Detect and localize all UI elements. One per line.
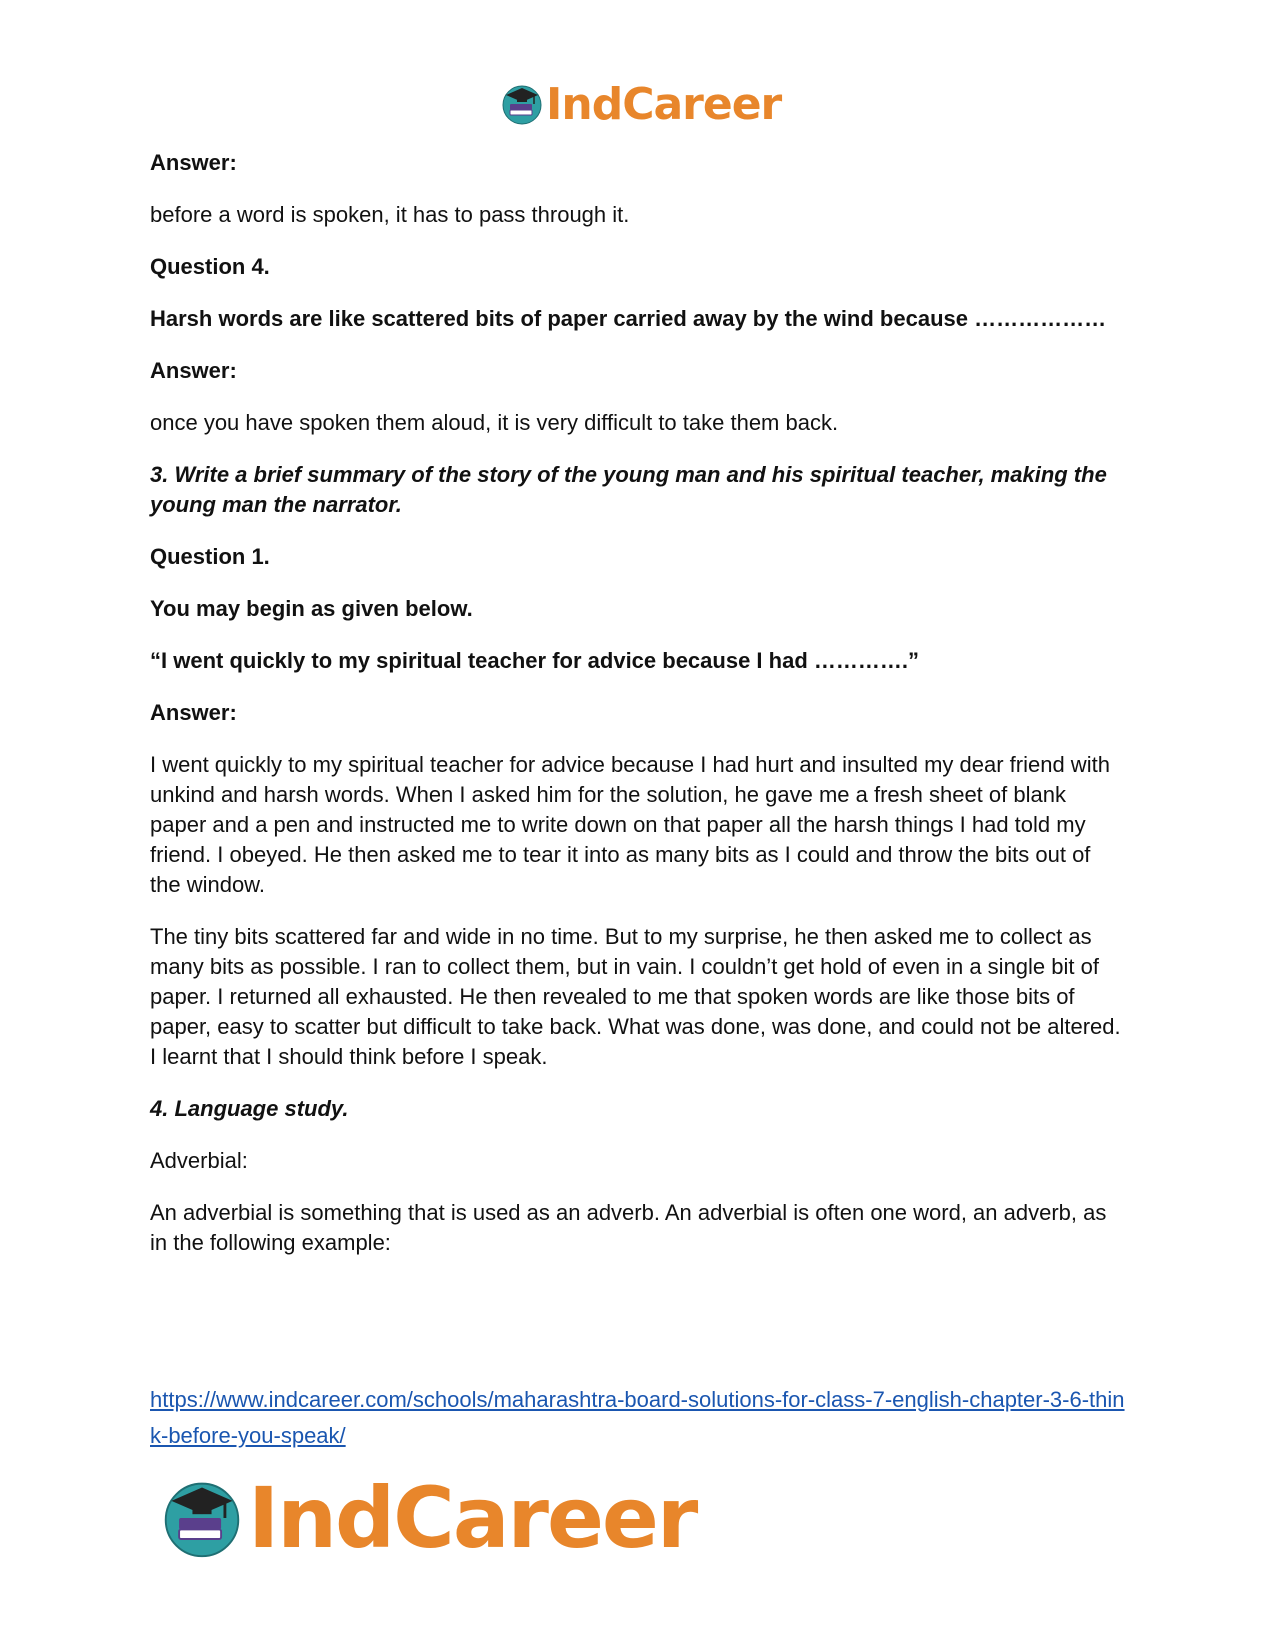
- graduation-cap-book-globe-icon: [500, 82, 544, 126]
- graduation-cap-book-globe-icon: [160, 1476, 244, 1560]
- question-label: Question 1.: [150, 544, 270, 569]
- footer-logo: [160, 1468, 696, 1568]
- logo-text: IndCareer: [546, 78, 782, 130]
- body-text: An adverbial is something that is used as an adverb. An adverbial is often one word, an adverb, as in the following example:: [150, 1200, 1107, 1255]
- answer-paragraph: I went quickly to my spiritual teacher for advice because I had hurt and insulted my dear friend with unkind and harsh words. When I asked him for the solution, he gave me a fresh sheet of blank paper and a pen and instructed me to write down on that paper all the harsh things I had told my friend. I obeyed. He then asked me to tear it into as many bits as I could and throw the bits out of the window.: [150, 752, 1110, 897]
- answer-label: Answer:: [150, 700, 237, 725]
- question-text: “I went quickly to my spiritual teacher for advice because I had ………….”: [150, 648, 919, 673]
- document-content: [150, 148, 1125, 1280]
- section-heading: 3. Write a brief summary of the story of the young man and his spiritual teacher, making the young man the narrator.: [150, 462, 1107, 517]
- body-text: Adverbial:: [150, 1148, 248, 1173]
- footer-source-link[interactable]: https://www.indcareer.com/schools/maharashtra-board-solutions-for-class-7-english-chapter-3-6-think-before-you-speak/: [150, 1387, 1125, 1448]
- question-text: You may begin as given below.: [150, 596, 473, 621]
- answer-label: Answer:: [150, 150, 237, 175]
- logo-text: IndCareer: [248, 1469, 697, 1567]
- section-heading: 4. Language study.: [150, 1096, 349, 1121]
- question-text: Harsh words are like scattered bits of paper carried away by the wind because ………………: [150, 306, 1107, 331]
- answer-text: once you have spoken them aloud, it is very difficult to take them back.: [150, 410, 839, 435]
- question-label: Question 4.: [150, 254, 270, 279]
- answer-paragraph: The tiny bits scattered far and wide in no time. But to my surprise, he then asked me to collect as many bits as possible. I ran to collect them, but in vain. I couldn’t get hold of even in a single bit of paper. I returned all exhausted. He then revealed to me that spoken words are like those bits of paper, easy to scatter but difficult to take back. What was done, was done, and could not be altered. I learnt that I should think before I speak.: [150, 924, 1121, 1069]
- answer-label: Answer:: [150, 358, 237, 383]
- header-logo: [500, 78, 781, 130]
- answer-text: before a word is spoken, it has to pass through it.: [150, 202, 630, 227]
